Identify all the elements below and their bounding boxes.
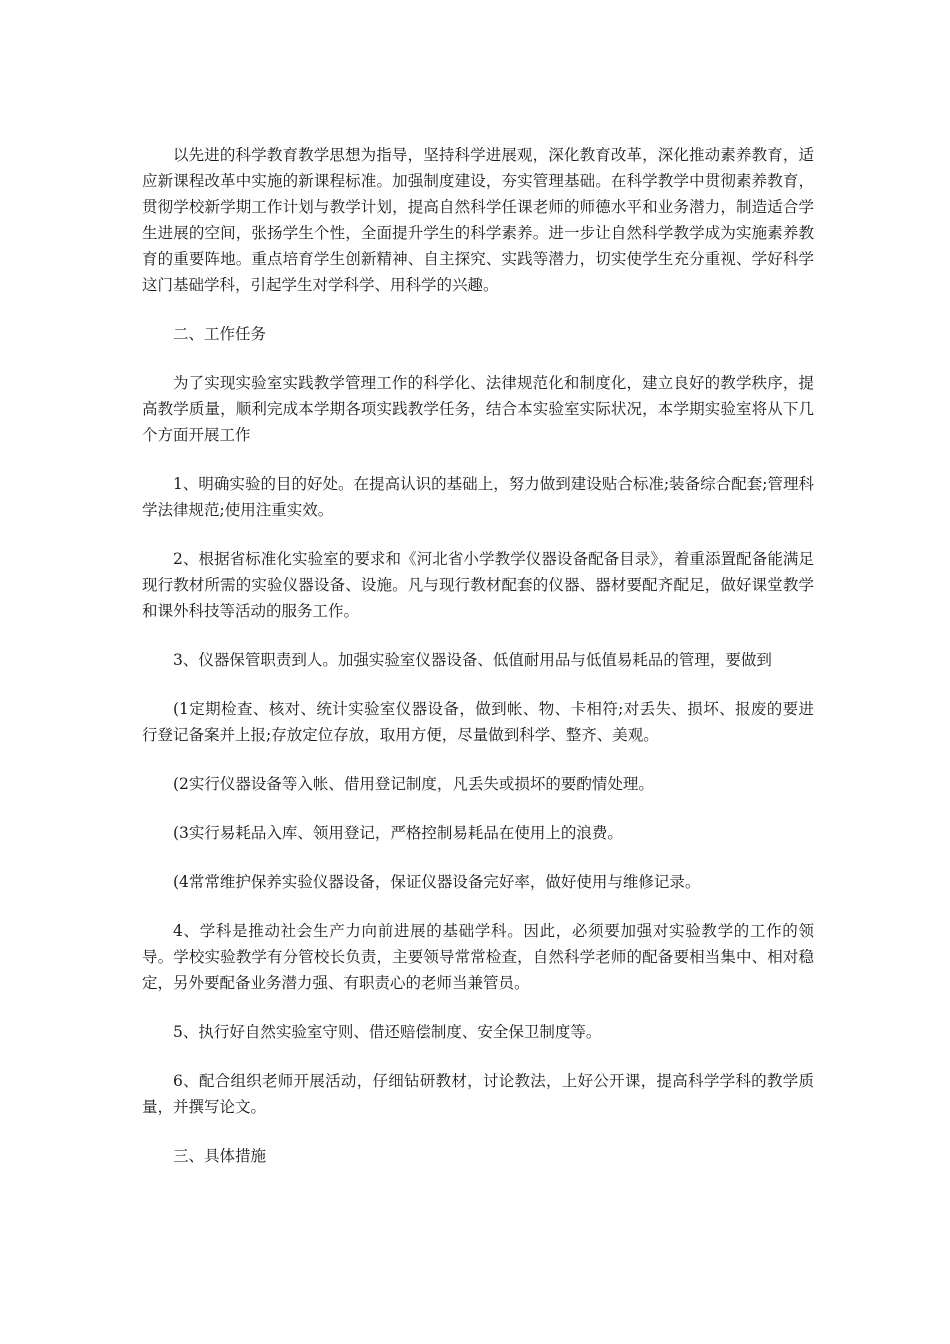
paragraph-item-3: 3、仪器保管职责到人。加强实验室仪器设备、低值耐用品与低值易耗品的管理，要做到 — [173, 651, 772, 669]
document-page — [142, 142, 814, 1169]
paragraph-subitem-4: (4常常维护保养实验仪器设备，保证仪器设备完好率，做好使用与维修记录。 — [173, 873, 701, 891]
paragraph-intro: 以先进的科学教育教学思想为指导，坚持科学进展观，深化教育改革，深化推动素养教育，适应新课程改革中实施的新课程标准。加强制度建设，夯实管理基础。在科学教学中贯彻素养教育，贯彻学校新学期工作计划与教学计划，提高自然科学任课老师的师德水平和业务潜力，制造适合学生进展的空间，张扬学生个性，全面提升学生的科学素养。进一步让自然科学教学成为实施素养教育的重要阵地。重点培育学生创新精神、自主探究、实践等潜力，切实使学生充分重视、学好科学这门基础学科，引起学生对学科学、用科学的兴趣。 — [142, 146, 814, 294]
paragraph-item-6: 6、配合组织老师开展活动，仔细钻研教材，讨论教法，上好公开课，提高科学学科的教学质量，并撰写论文。 — [142, 1072, 814, 1116]
paragraph-subitem-2: (2实行仪器设备等入帐、借用登记制度，凡丢失或损坏的要酌情处理。 — [173, 775, 654, 793]
heading-work-tasks: 二、工作任务 — [173, 325, 267, 343]
paragraph-item-5: 5、执行好自然实验室守则、借还赔偿制度、安全保卫制度等。 — [173, 1023, 602, 1041]
paragraph-item-2: 2、根据省标准化实验室的要求和《河北省小学教学仪器设备配备目录》，着重添置配备能满足现行教材所需的实验仪器设备、设施。凡与现行教材配套的仪器、器材要配齐配足，做好课堂教学和课外科技等活动的服务工作。 — [142, 550, 814, 620]
heading-specific-measures: 三、具体措施 — [173, 1147, 267, 1165]
paragraph-subitem-1: (1定期检查、核对、统计实验室仪器设备，做到帐、物、卡相符;对丢失、损坏、报废的要进行登记备案并上报;存放定位存放，取用方便，尽量做到科学、整齐、美观。 — [142, 700, 814, 744]
paragraph-item-4: 4、学科是推动社会生产力向前进展的基础学科。因此，必须要加强对实验教学的工作的领导。学校实验教学有分管校长负责，主要领导常常检查，自然科学老师的配备要相当集中、相对稳定，另外要配备业务潜力强、有职责心的老师当兼管员。 — [142, 922, 814, 992]
paragraph-item-1: 1、明确实验的目的好处。在提高认识的基础上，努力做到建设贴合标准;装备综合配套;管理科学法律规范;使用注重实效。 — [142, 475, 814, 519]
paragraph-tasks-intro: 为了实现实验室实践教学管理工作的科学化、法律规范化和制度化，建立良好的教学秩序，提高教学质量，顺利完成本学期各项实践教学任务，结合本实验室实际状况，本学期实验室将从下几个方面开展工作 — [142, 374, 814, 444]
paragraph-subitem-3: (3实行易耗品入库、领用登记，严格控制易耗品在使用上的浪费。 — [173, 824, 623, 842]
